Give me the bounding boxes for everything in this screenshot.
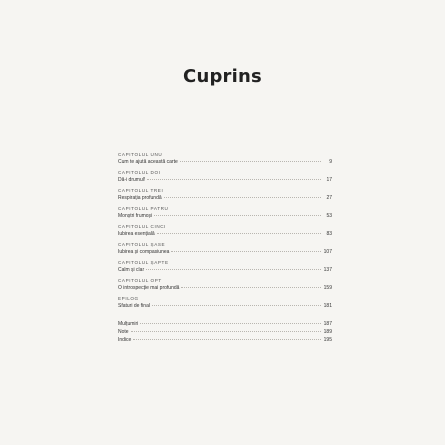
toc-row [118, 212, 332, 220]
chapter-title: Respirația profundă [118, 195, 162, 201]
toc-back-matter [118, 320, 332, 344]
page-number: 181 [323, 303, 332, 309]
page-number: 159 [323, 285, 332, 291]
page-number: 9 [329, 159, 332, 165]
toc-entry-chapter-3 [118, 188, 332, 202]
page-number: 189 [323, 329, 332, 335]
chapter-title: Iubirea și compasiunea [118, 249, 170, 255]
page-number: 195 [323, 337, 332, 343]
dot-leader [147, 179, 321, 180]
toc-row [118, 302, 332, 310]
toc-entry-chapter-8 [118, 278, 332, 292]
back-matter-title: Note [118, 329, 129, 335]
chapter-label: CAPITOLUL PATRU [118, 206, 169, 211]
dot-leader [131, 331, 321, 332]
chapter-label: CAPITOLUL ȘASE [118, 242, 166, 247]
toc-row [118, 266, 332, 274]
dot-leader [154, 215, 321, 216]
chapter-title: Calm și clar [118, 267, 145, 273]
dot-leader [157, 233, 321, 234]
chapter-title: Cum te ajută această carte [118, 159, 178, 165]
toc-row [118, 158, 332, 166]
toc-entry-chapter-4 [118, 206, 332, 220]
chapter-label: EPILOG [118, 296, 139, 301]
page-number: 17 [326, 177, 332, 183]
back-matter-title: Indice [118, 337, 132, 343]
toc-entry-chapter-5 [118, 224, 332, 238]
dot-leader [164, 197, 321, 198]
toc-row [118, 284, 332, 292]
dot-leader [180, 161, 321, 162]
toc-row [118, 176, 332, 184]
toc-row [118, 248, 332, 256]
toc-entry-chapter-1 [118, 152, 332, 166]
page-number: 187 [323, 321, 332, 327]
toc-row [118, 328, 332, 336]
page-number: 83 [326, 231, 332, 237]
toc-entry-chapter-6 [118, 242, 332, 256]
toc-row [118, 336, 332, 344]
chapter-label: CAPITOLUL DOI [118, 170, 161, 175]
chapter-title: Dă-i drumul! [118, 177, 146, 183]
toc-entry-epilogue [118, 296, 332, 310]
toc-row [118, 230, 332, 238]
chapter-title: Iubirea esențială [118, 231, 155, 237]
page-number: 27 [326, 195, 332, 201]
chapter-title: Sfaturi de final [118, 303, 150, 309]
dot-leader [181, 287, 321, 288]
chapter-title: Monștri frumoși [118, 213, 153, 219]
chapter-title: O introspecție mai profundă [118, 285, 180, 291]
dot-leader [146, 269, 321, 270]
toc-row [118, 320, 332, 328]
table-of-contents [118, 152, 332, 348]
chapter-label: CAPITOLUL TREI [118, 188, 164, 193]
chapter-label: CAPITOLUL ȘAPTE [118, 260, 169, 265]
page-number: 107 [323, 249, 332, 255]
page-number: 53 [326, 213, 332, 219]
dot-leader [133, 339, 321, 340]
dot-leader [140, 323, 321, 324]
chapter-label: CAPITOLUL OPT [118, 278, 162, 283]
back-matter-title: Mulțumiri [118, 321, 139, 327]
page-title: Cuprins [183, 66, 262, 87]
dot-leader [171, 251, 321, 252]
dot-leader [152, 305, 321, 306]
toc-entry-chapter-2 [118, 170, 332, 184]
chapter-label: CAPITOLUL CINCI [118, 224, 167, 229]
toc-row [118, 194, 332, 202]
chapter-label: CAPITOLUL UNU [118, 152, 163, 157]
page-number: 137 [323, 267, 332, 273]
toc-entry-chapter-7 [118, 260, 332, 274]
